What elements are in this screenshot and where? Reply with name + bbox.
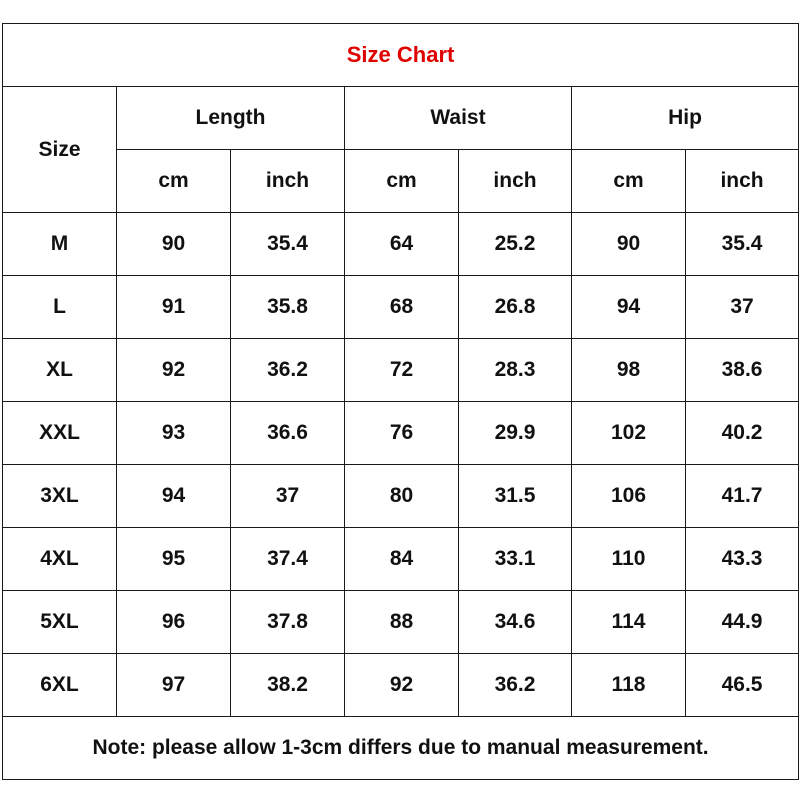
value-cell: 97	[117, 654, 231, 717]
value-cell: 80	[345, 465, 459, 528]
value-cell: 94	[117, 465, 231, 528]
table-row	[3, 339, 799, 402]
value-cell: 36.2	[231, 339, 345, 402]
table-row	[3, 591, 799, 654]
value-cell: 118	[572, 654, 686, 717]
unit-header-row	[3, 150, 799, 213]
value-cell: 72	[345, 339, 459, 402]
size-cell: 3XL	[3, 465, 117, 528]
value-cell: 44.9	[686, 591, 799, 654]
value-cell: 90	[117, 213, 231, 276]
value-cell: 90	[572, 213, 686, 276]
value-cell: 94	[572, 276, 686, 339]
size-cell: 6XL	[3, 654, 117, 717]
value-cell: 41.7	[686, 465, 799, 528]
unit-header: inch	[459, 150, 572, 213]
value-cell: 37.4	[231, 528, 345, 591]
value-cell: 35.4	[231, 213, 345, 276]
size-cell: 4XL	[3, 528, 117, 591]
size-chart-table	[2, 23, 799, 780]
value-cell: 43.3	[686, 528, 799, 591]
group-header-row	[3, 87, 799, 150]
table-row	[3, 213, 799, 276]
unit-header: inch	[686, 150, 799, 213]
title-row	[3, 24, 799, 87]
value-cell: 26.8	[459, 276, 572, 339]
value-cell: 98	[572, 339, 686, 402]
value-cell: 38.6	[686, 339, 799, 402]
size-cell: L	[3, 276, 117, 339]
unit-header: cm	[345, 150, 459, 213]
value-cell: 92	[117, 339, 231, 402]
value-cell: 64	[345, 213, 459, 276]
value-cell: 37	[686, 276, 799, 339]
note-row	[3, 717, 799, 780]
table-row	[3, 528, 799, 591]
value-cell: 36.2	[459, 654, 572, 717]
value-cell: 102	[572, 402, 686, 465]
table-row	[3, 276, 799, 339]
size-cell: XXL	[3, 402, 117, 465]
value-cell: 92	[345, 654, 459, 717]
value-cell: 84	[345, 528, 459, 591]
size-cell: M	[3, 213, 117, 276]
value-cell: 38.2	[231, 654, 345, 717]
size-cell: XL	[3, 339, 117, 402]
value-cell: 114	[572, 591, 686, 654]
value-cell: 106	[572, 465, 686, 528]
value-cell: 110	[572, 528, 686, 591]
size-header: Size	[3, 87, 117, 213]
note-text: Note: please allow 1-3cm differs due to manual measurement.	[3, 717, 799, 780]
value-cell: 96	[117, 591, 231, 654]
group-header-waist: Waist	[345, 87, 572, 150]
unit-header: cm	[117, 150, 231, 213]
value-cell: 35.8	[231, 276, 345, 339]
value-cell: 34.6	[459, 591, 572, 654]
size-cell: 5XL	[3, 591, 117, 654]
group-header-length: Length	[117, 87, 345, 150]
value-cell: 37	[231, 465, 345, 528]
value-cell: 68	[345, 276, 459, 339]
value-cell: 91	[117, 276, 231, 339]
value-cell: 28.3	[459, 339, 572, 402]
value-cell: 36.6	[231, 402, 345, 465]
value-cell: 46.5	[686, 654, 799, 717]
value-cell: 88	[345, 591, 459, 654]
value-cell: 35.4	[686, 213, 799, 276]
value-cell: 37.8	[231, 591, 345, 654]
value-cell: 25.2	[459, 213, 572, 276]
table-row	[3, 654, 799, 717]
size-chart-body	[3, 24, 799, 780]
value-cell: 95	[117, 528, 231, 591]
value-cell: 33.1	[459, 528, 572, 591]
value-cell: 31.5	[459, 465, 572, 528]
table-row	[3, 465, 799, 528]
value-cell: 29.9	[459, 402, 572, 465]
unit-header: cm	[572, 150, 686, 213]
group-header-hip: Hip	[572, 87, 799, 150]
table-row	[3, 402, 799, 465]
value-cell: 40.2	[686, 402, 799, 465]
chart-title: Size Chart	[3, 24, 799, 87]
value-cell: 76	[345, 402, 459, 465]
value-cell: 93	[117, 402, 231, 465]
unit-header: inch	[231, 150, 345, 213]
